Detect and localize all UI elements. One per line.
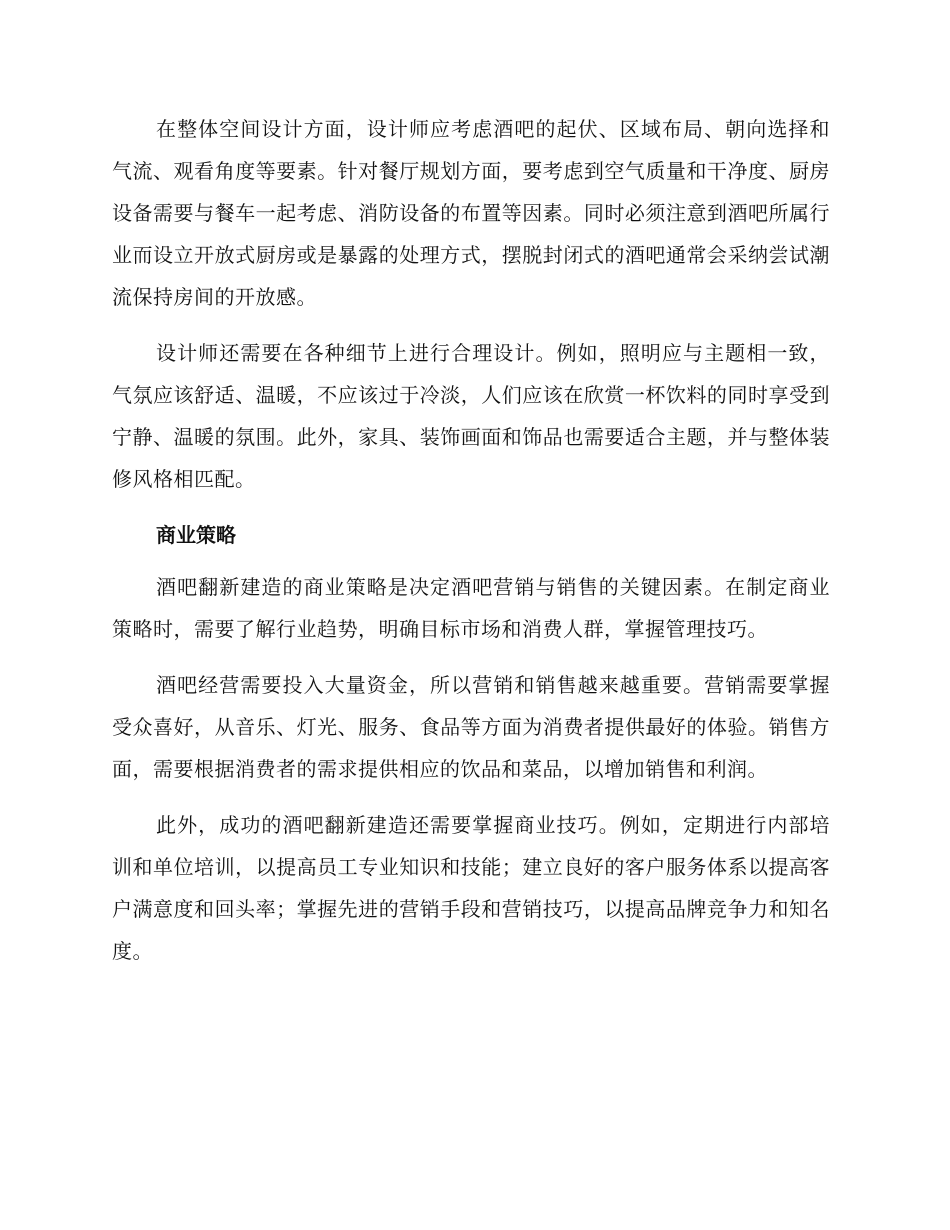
paragraph-business-skills: 此外，成功的酒吧翻新建造还需要掌握商业技巧。例如，定期进行内部培训和单位培训，以提高员工专业知识和技能；建立良好的客户服务体系以提高客户满意度和回头率；掌握先进的营销手段和营销技巧，以提高品牌竞争力和知名度。 [112,813,830,963]
document-body [112,108,830,986]
paragraph-marketing-sales: 酒吧经营需要投入大量资金，所以营销和销售越来越重要。营销需要掌握受众喜好，从音乐、灯光、服务、食品等方面为消费者提供最好的体验。销售方面，需要根据消费者的需求提供相应的饮品和菜品，以增加销售和利润。 [112,673,830,781]
section-heading-business-strategy: 商业策略 [156,523,236,547]
paragraph-detail-design: 设计师还需要在各种细节上进行合理设计。例如，照明应与主题相一致，气氛应该舒适、温暖，不应该过于冷淡，人们应该在欣赏一杯饮料的同时享受到宁静、温暖的氛围。此外，家具、装饰画面和饰品也需要适合主题，并与整体装修风格相匹配。 [112,341,830,491]
paragraph-business-strategy: 酒吧翻新建造的商业策略是决定酒吧营销与销售的关键因素。在制定商业策略时，需要了解行业趋势，明确目标市场和消费人群，掌握管理技巧。 [112,575,830,641]
paragraph-space-design: 在整体空间设计方面，设计师应考虑酒吧的起伏、区域布局、朝向选择和气流、观看角度等要素。针对餐厅规划方面，要考虑到空气质量和干净度、厨房设备需要与餐车一起考虑、消防设备的布置等因素。同时必须注意到酒吧所属行业而设立开放式厨房或是暴露的处理方式，摆脱封闭式的酒吧通常会采纳尝试潮流保持房间的开放感。 [112,117,830,309]
